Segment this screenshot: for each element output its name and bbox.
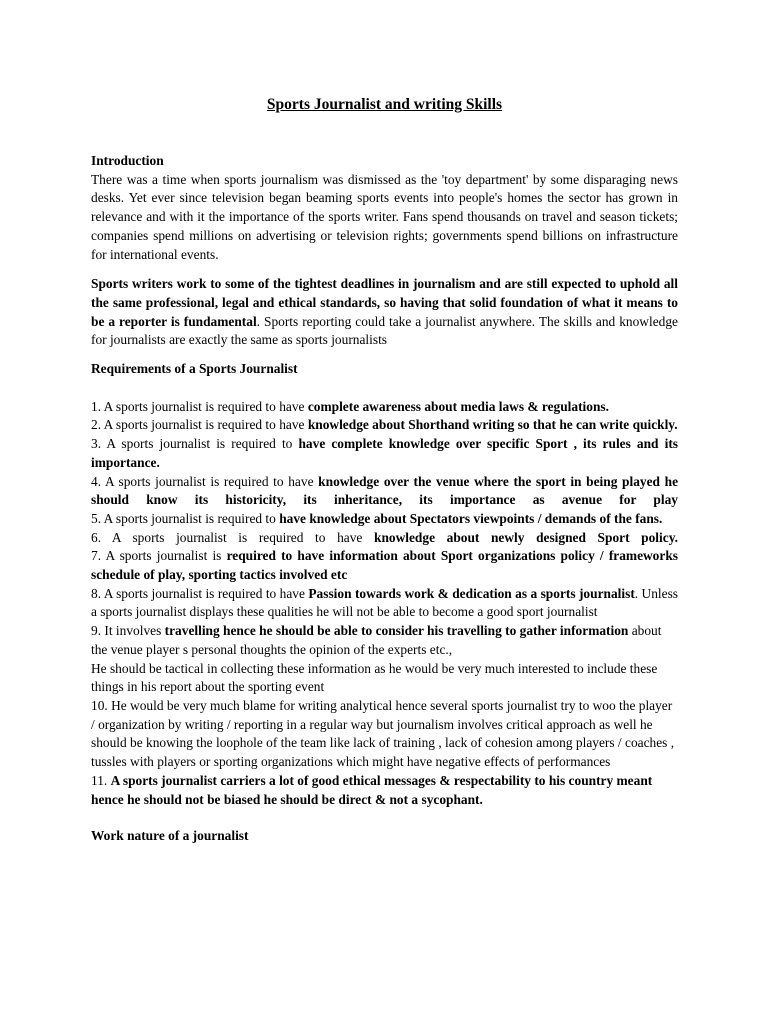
requirement-item: 10. He would be very much blame for writing analytical hence several sports journalist try to woo the player / organization by writing / reporting in a regular way but journalism involves critical approach as well he should be knowing the loophole of the team like lack of training , lack of cohesion among players / coaches , tussles with players or sporting organizations which might have negative effects of performances (91, 697, 675, 770)
deadlines-paragraph (91, 275, 678, 350)
intro-paragraph: There was a time when sports journalism was dismissed as the 'toy department' by some disparaging news desks. Yet ever since television began beaming sports events into people's homes the sector has grown in relevance and with it the importance of the sports writer. Fans spend thousands on travel and season tickets; companies spend millions on advertising or television rights; governments spend billions on infrastructure for international events. (91, 171, 678, 262)
requirement-bold-text: have knowledge about Spectators viewpoints / demands of the fans. (279, 510, 663, 526)
deadlines-rest-text: . Sports reporting could take a journalist anywhere. The skills and knowledge for journalists are exactly the same as sports journalists (91, 313, 678, 348)
requirement-bold-text: A sports journalist carriers a lot of good ethical messages & respectability to his country meant hence he should not be biased he should be direct & not a sycophant. (91, 772, 653, 807)
requirements-heading: Requirements of a Sports Journalist (91, 361, 298, 377)
requirement-item (91, 585, 678, 622)
requirement-text: 6. A sports journalist is required to have (91, 529, 374, 545)
requirement-text: about the venue player s personal thoughts the opinion of the experts etc., (91, 623, 662, 657)
requirement-item (91, 529, 678, 548)
requirement-item (91, 398, 678, 417)
requirement-text: 2. A sports journalist is required to have (91, 417, 308, 433)
requirement-item (91, 473, 678, 510)
requirement-bold-text: knowledge about newly designed Sport policy. (374, 529, 678, 545)
requirement-bold-text: knowledge about Shorthand writing so that he can write quickly. (307, 417, 678, 433)
requirement-item (91, 772, 678, 809)
requirement-text: 8. A sports journalist is required to have (91, 585, 309, 601)
requirement-text: . Unless a sports journalist displays these qualities he will not be able to become a good sport journalist (91, 585, 678, 620)
work-nature-heading: Work nature of a journalist (91, 828, 249, 844)
requirement-bold-text: have complete knowledge over specific Sport , its rules and its importance. (91, 436, 678, 470)
requirement-item (91, 622, 678, 659)
requirement-item (91, 510, 678, 529)
requirement-text: 9. It involves (91, 623, 165, 639)
requirement-bold-text: travelling hence he should be able to consider his travelling to gather information (164, 623, 629, 639)
requirement-note: He should be tactical in collecting these information as he would be very much interested to include these things in his report about the sporting event (91, 660, 658, 695)
requirement-item (91, 547, 678, 584)
requirement-bold-text: Passion towards work & dedication as a sports journalist (308, 585, 635, 601)
requirement-text: 11. (91, 772, 111, 788)
requirement-item (91, 435, 678, 472)
intro-heading: Introduction (91, 153, 164, 168)
deadlines-bold-text: Sports writers work to some of the tightest deadlines in journalism and are still expected to uphold all the same professional, legal and ethical standards, so having that solid foundation of what it means to be a reporter is fundamental (91, 276, 678, 329)
requirement-text: 1. A sports journalist is required to have (91, 398, 308, 414)
requirement-bold-text: knowledge over the venue where the sport in being played he should know its historicity, its inheritance, its importance as avenue for play (91, 473, 679, 508)
requirement-text: 7. A sports journalist is (91, 548, 227, 564)
requirements-list (91, 398, 678, 809)
requirement-bold-text: complete awareness about media laws & regulations. (307, 398, 609, 414)
requirement-text: 4. A sports journalist is required to have (91, 473, 319, 489)
requirement-text: 3. A sports journalist is required to (91, 436, 299, 452)
requirement-item (91, 416, 678, 435)
requirement-text: 5. A sports journalist is required to (91, 510, 280, 526)
requirement-bold-text: required to have information about Sport organizations policy / frameworks schedule of play, sporting tactics involved etc (91, 548, 678, 583)
document-title: Sports Journalist and writing Skills (266, 96, 503, 113)
